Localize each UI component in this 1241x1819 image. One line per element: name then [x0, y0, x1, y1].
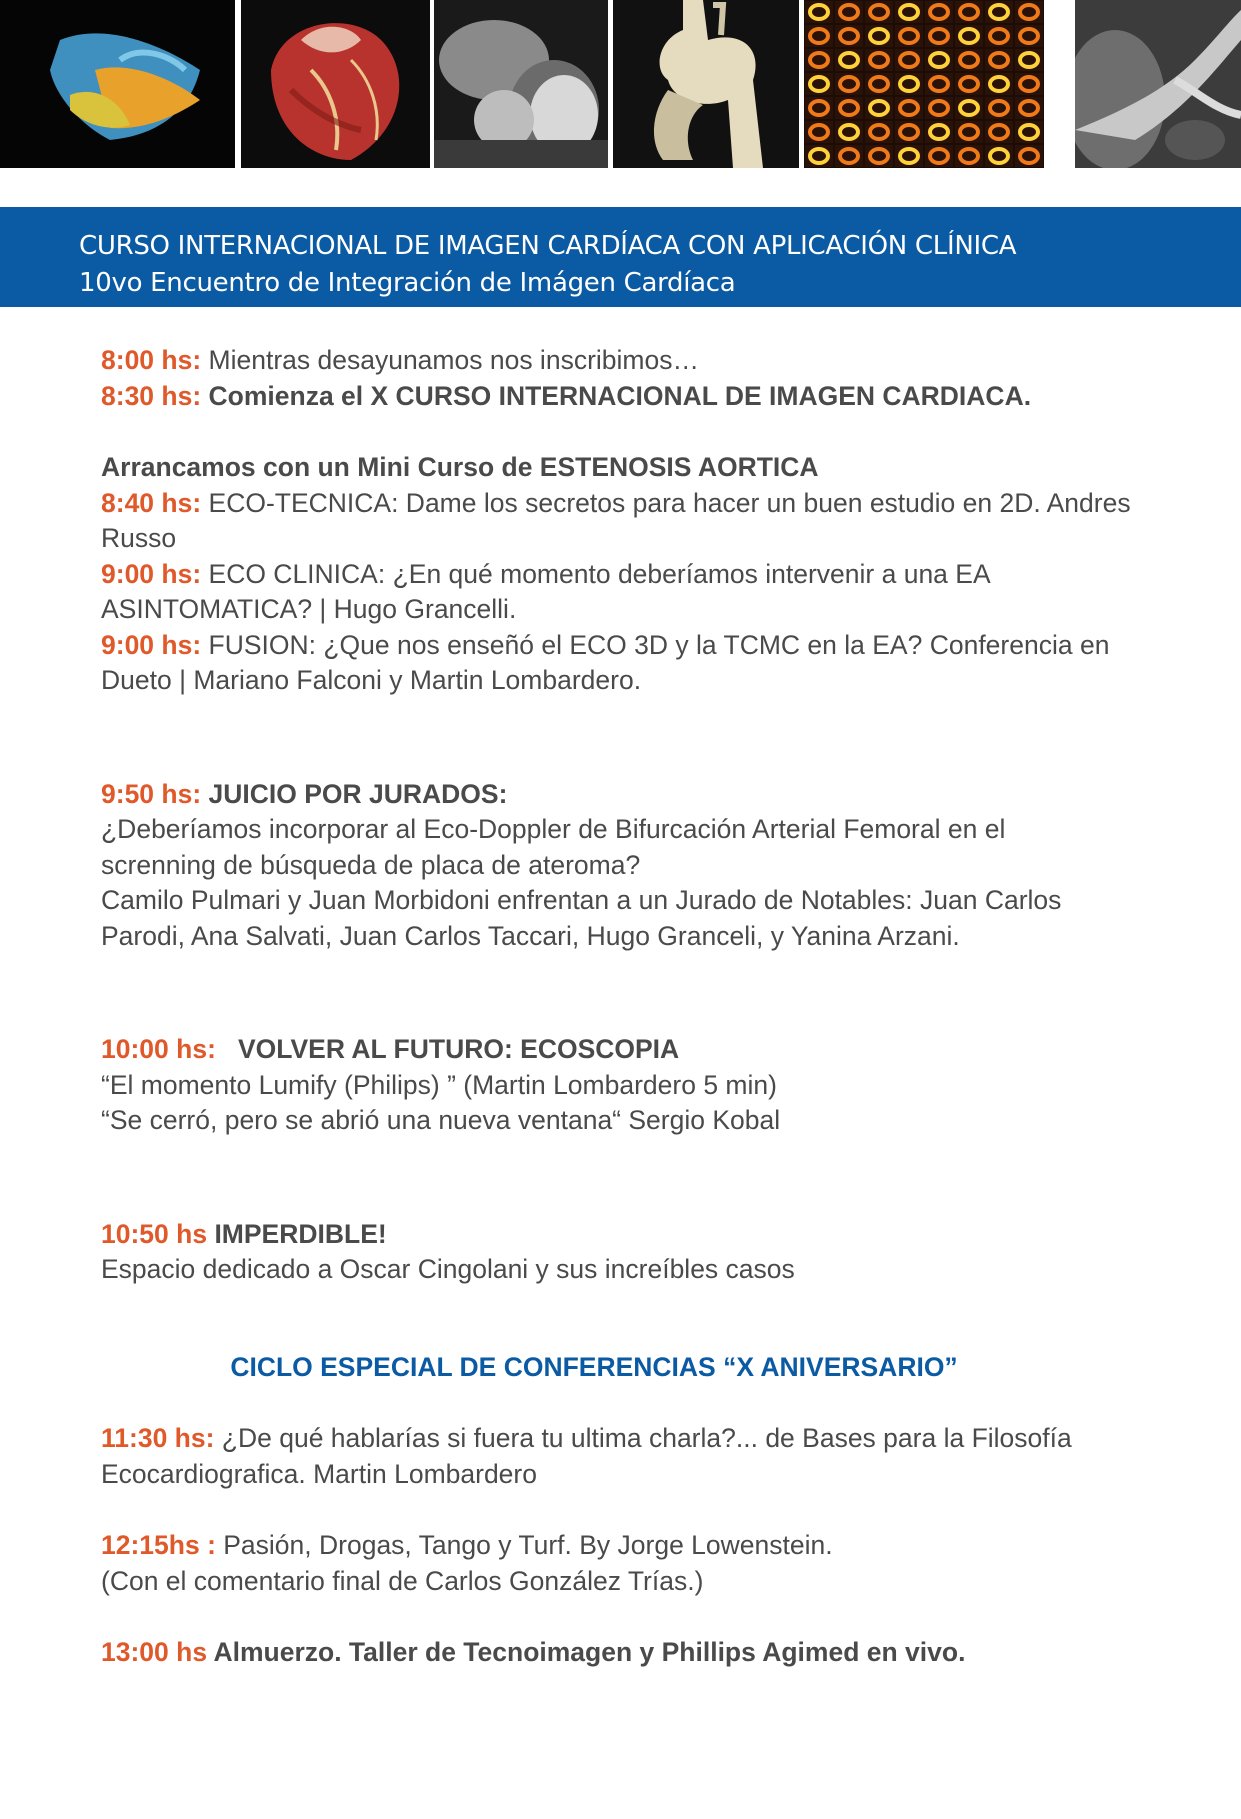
- schedule-item-1000: [101, 1032, 1161, 1068]
- time-label: 13:00 hs: [101, 1637, 208, 1667]
- item-title: JUICIO POR JURADOS:: [201, 778, 508, 809]
- time-label: 9:00 hs:: [101, 558, 202, 589]
- section-title: CICLO ESPECIAL DE CONFERENCIAS “X ANIVERSARIO”: [230, 1351, 958, 1382]
- schedule-item-0950: [101, 777, 1161, 813]
- cardiac-mri-image: [434, 0, 608, 168]
- item-description: (Con el comentario final de Carlos González Trías.): [101, 1565, 704, 1596]
- time-label: 12:15hs :: [101, 1530, 216, 1560]
- time-label: 8:00 hs:: [101, 345, 202, 375]
- item-text: ECO-TECNICA: Dame los secretos para hacer un buen estudio en 2D. Andres Russo: [101, 487, 1131, 553]
- banner-subtitle: 10vo Encuentro de Integración de Imágen Cardíaca: [79, 268, 736, 298]
- time-label: 11:30 hs:: [101, 1423, 215, 1453]
- program-schedule: [101, 343, 1161, 1671]
- item-description: ¿Deberíamos incorporar al Eco-Doppler de Bifurcación Arterial Femoral en el screnning de búsqueda de placa de ateroma?: [101, 814, 1006, 880]
- schedule-item-1215: [101, 1528, 1161, 1564]
- schedule-item-0830: [101, 379, 1161, 415]
- mini-course-title: Arrancamos con un Mini Curso de ESTENOSIS AORTICA: [101, 452, 819, 482]
- item-description: “Se cerró, pero se abrió una nueva ventana“ Sergio Kobal: [101, 1105, 781, 1135]
- schedule-item-1130: [101, 1421, 1161, 1492]
- item-text: ECO CLINICA: ¿En qué momento deberíamos intervenir a una EA ASINTOMATICA? | Hugo Grancelli.: [101, 558, 990, 624]
- time-label: 8:40 hs:: [101, 487, 202, 518]
- schedule-item-1300: [101, 1635, 1161, 1671]
- item-description: Espacio dedicado a Oscar Cingolani y sus increíbles casos: [101, 1254, 795, 1284]
- item-text: Mientras desayunamos nos inscribimos…: [201, 345, 699, 375]
- schedule-item-0840: [101, 486, 1161, 557]
- title-banner: [0, 207, 1241, 307]
- item-description: Camilo Pulmari y Juan Morbidoni enfrentan a un Jurado de Notables: Juan Carlos Parodi, Ana Salvati, Juan Carlos Taccari, Hugo Granceli, y Yanina Arzani.: [101, 885, 1062, 951]
- item-text: ¿De qué hablarías si fuera tu ultima charla?... de Bases para la Filosofía Ecocardiografica. Martin Lombardero: [101, 1423, 1072, 1489]
- item-text: FUSION: ¿Que nos enseñó el ECO 3D y la TCMC en la EA? Conferencia en Dueto | Mariano Falconi y Martin Lombardero.: [101, 629, 1110, 695]
- item-text: Almuerzo. Taller de Tecnoimagen y Phillips Agimed en vivo.: [207, 1637, 966, 1667]
- item-title: VOLVER AL FUTURO: ECOSCOPIA: [215, 1034, 680, 1064]
- aorta-3d-render-image: [613, 0, 799, 168]
- item-description: “El momento Lumify (Philips) ” (Martin Lombardero 5 min): [101, 1069, 777, 1100]
- item-title: IMPERDIBLE!: [207, 1218, 387, 1249]
- header-image-strip: [0, 0, 1241, 168]
- schedule-item-0800: [101, 343, 1161, 379]
- time-label: 9:00 hs:: [101, 629, 202, 660]
- schedule-item-0900a: [101, 557, 1161, 628]
- schedule-item-0900b: [101, 628, 1161, 699]
- time-label: 10:50 hs: [101, 1218, 208, 1249]
- 3d-heart-render-image: [241, 0, 430, 168]
- time-label: 9:50 hs:: [101, 778, 202, 809]
- coronary-ct-image: [1075, 0, 1241, 168]
- spect-perfusion-grid-image: [804, 0, 1044, 168]
- item-text: Pasión, Drogas, Tango y Turf. By Jorge Lowenstein.: [215, 1530, 833, 1560]
- banner-title: CURSO INTERNACIONAL DE IMAGEN CARDÍACA CON APLICACIÓN CLÍNICA: [79, 231, 1017, 261]
- item-text: Comienza el X CURSO INTERNACIONAL DE IMAGEN CARDIACA.: [201, 380, 1032, 411]
- schedule-item-1050: [101, 1217, 1161, 1253]
- time-label: 8:30 hs:: [101, 380, 202, 411]
- 3d-echo-valve-image: [0, 0, 235, 168]
- time-label: 10:00 hs:: [101, 1034, 216, 1064]
